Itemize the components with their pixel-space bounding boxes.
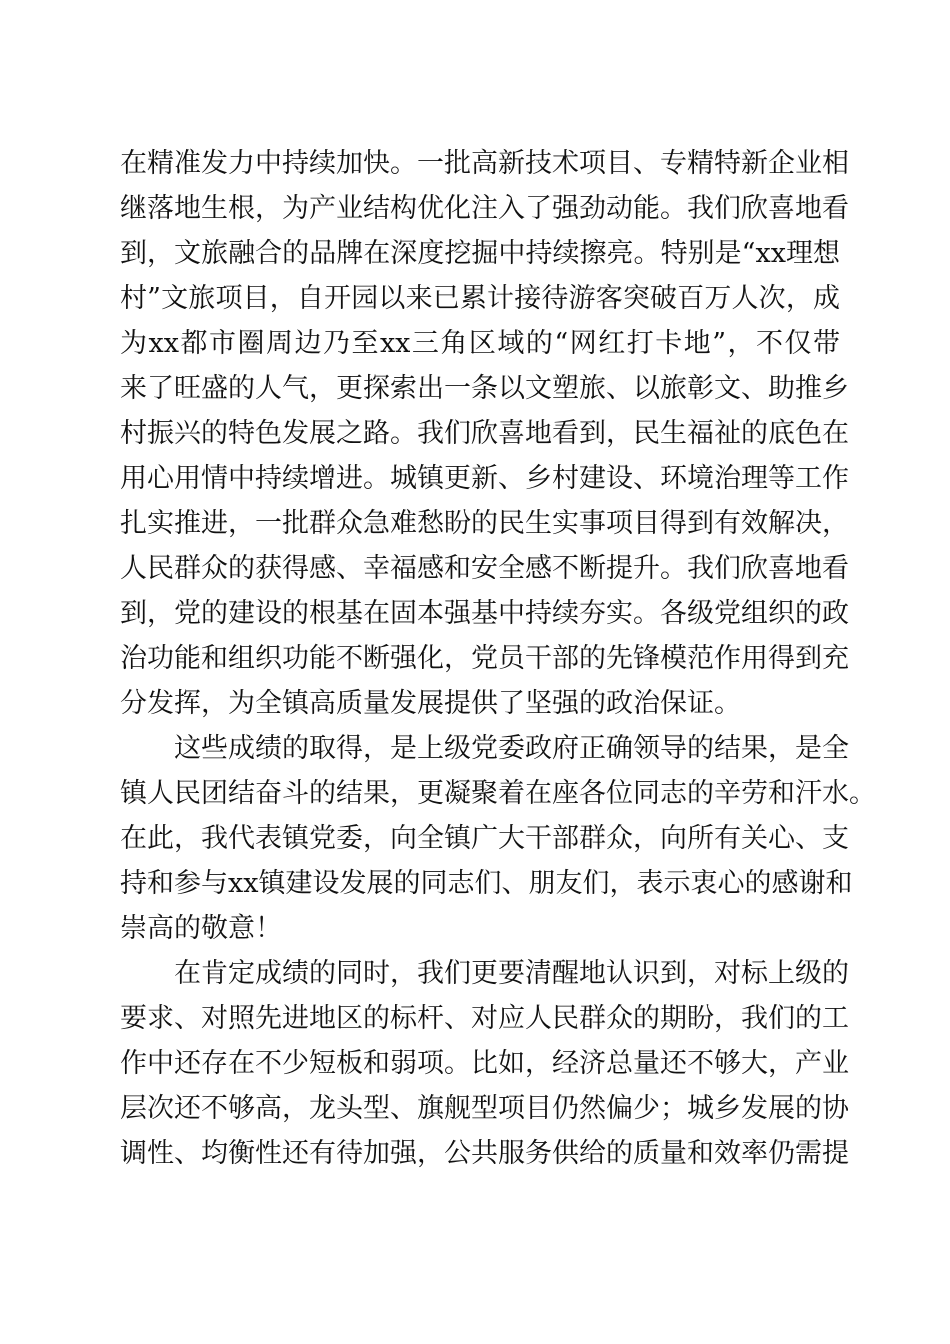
text-line: 层次还不够高，龙头型、旗舰型项目仍然偏少；城乡发展的协	[120, 1093, 849, 1124]
text-line: 在精准发力中持续加快。一批高新技术项目、专精特新企业相	[120, 148, 849, 179]
text-line: 到，文旅融合的品牌在深度挖掘中持续擦亮。特别是“xx理想	[120, 238, 840, 269]
text-line: 在此，我代表镇党委，向全镇广大干部群众，向所有关心、支	[120, 823, 849, 854]
text-line: 崇高的敬意！	[120, 913, 282, 944]
text-line: 治功能和组织功能不断强化，党员干部的先锋模范作用得到充	[120, 643, 849, 674]
text-line: 持和参与xx镇建设发展的同志们、朋友们，表示衷心的感谢和	[120, 868, 853, 899]
text-line: 用心用情中持续增进。城镇更新、乡村建设、环境治理等工作	[120, 463, 849, 494]
text-line: 为xx都市圈周边乃至xx三角区域的“网红打卡地”，不仅带	[120, 328, 840, 359]
paragraph-first-line: 在肯定成绩的同时，我们更要清醒地认识到，对标上级的	[174, 958, 849, 989]
text-line: 作中还存在不少短板和弱项。比如，经济总量还不够大，产业	[120, 1048, 849, 1079]
text-line: 村振兴的特色发展之路。我们欣喜地看到，民生福祉的底色在	[120, 418, 849, 449]
text-line: 继落地生根，为产业结构优化注入了强劲动能。我们欣喜地看	[120, 193, 849, 224]
text-line: 分发挥，为全镇高质量发展提供了坚强的政治保证。	[120, 688, 741, 719]
text-line: 来了旺盛的人气，更探索出一条以文塑旅、以旅彰文、助推乡	[120, 373, 849, 404]
text-line: 到，党的建设的根基在固本强基中持续夯实。各级党组织的政	[120, 598, 849, 629]
text-line: 镇人民团结奋斗的结果，更凝聚着在座各位同志的辛劳和汗水。	[120, 778, 876, 809]
text-line: 人民群众的获得感、幸福感和安全感不断提升。我们欣喜地看	[120, 553, 849, 584]
paragraph-first-line: 这些成绩的取得，是上级党委政府正确领导的结果，是全	[174, 733, 849, 764]
text-line: 调性、均衡性还有待加强，公共服务供给的质量和效率仍需提	[120, 1138, 849, 1169]
text-line: 要求、对照先进地区的标杆、对应人民群众的期盼，我们的工	[120, 1003, 849, 1034]
text-line: 村”文旅项目，自开园以来已累计接待游客突破百万人次，成	[120, 283, 840, 314]
text-line: 扎实推进，一批群众急难愁盼的民生实事项目得到有效解决，	[120, 508, 849, 539]
